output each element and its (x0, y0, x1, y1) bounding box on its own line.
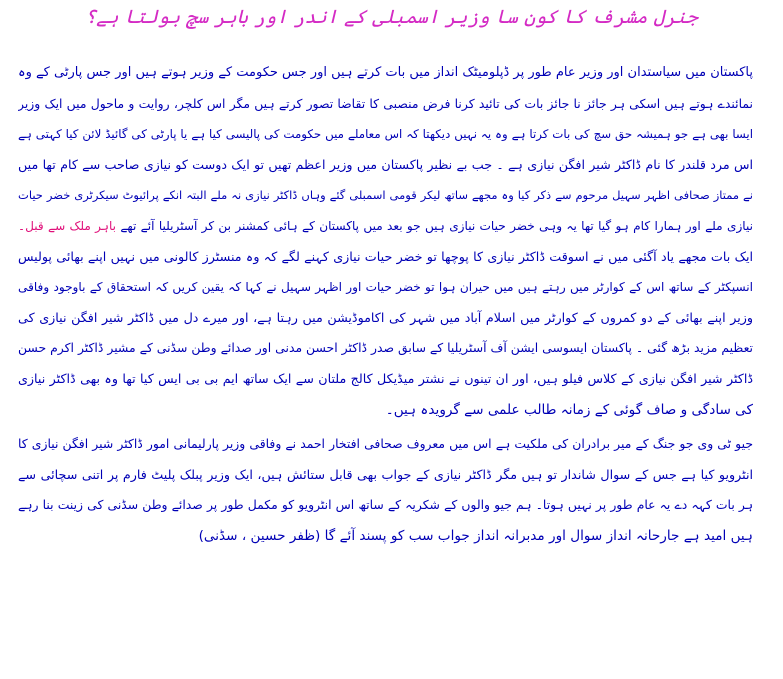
body-line: وزیر اپنے بھائی کے دو کمروں کے کوارٹر میں اسلام آباد میں شہر کی اکاموڈیشن میں رہتا ہے، اور میرے دل میں ڈاکٹر شیر افگن نیازی کی (18, 309, 753, 325)
highlight-text: باہر ملک سے قبل۔ (18, 218, 116, 233)
body-line: اس مرد قلندر کا نام ڈاکٹر شیر افگن نیازی ہے ۔ جب بے نظیر پاکستان میں وزیر اعظم تھیں تو ایک دوست کو نیازی صاحب سے کام تھا میں (18, 156, 753, 172)
body-line: انسپکٹر کے ساتھ اس کے کوارٹر میں رہتے ہیں میں حیران ہوا تو خضر حیات اور اظہر سہیل نے کہا کہ یقین کریں کہ استحقاق کے باوجود وفاقی (18, 280, 753, 295)
paragraph-1 (18, 58, 753, 425)
body-line: ایسا بھی ہے جو ہمیشہ حق سچ کی بات کرتا ہے وہ یہ نہیں دیکھتا کہ اس معاملے میں حکومت کی پالیسی کیا ہے یا پارٹی کی گائیڈ لائن کیا کہتی ہے (18, 127, 753, 142)
paragraph-2 (18, 429, 753, 551)
body-line: نے ممتاز صحافی اظہر سہیل مرحوم سے ذکر کیا وہ مجھے ساتھ لیکر قومی اسمبلی گئے وہاں ڈاکٹر نیازی نہ ملے البتہ انکے پرائیوٹ سیکرٹری خضر حیات (18, 188, 753, 203)
body-text: نیازی ملے اور ہمارا کام ہو گیا تھا یہ وہی خضر حیات نیازی ہیں جو بعد میں پاکستان کے ہائی کمشنر بن کر آسٹریلیا آئے تھے (116, 218, 753, 233)
body-line: ایک بات مجھے یاد آگئی میں نے اسوقت ڈاکٹر نیازی کا پوچھا تو خضر حیات نیازی کہنے لگے کہ وہ منسٹرز کالونی میں نہیں اپنے بھائی پولیس (18, 248, 753, 264)
body-line: ہیں امید ہے جارحانہ انداز سوال اور مدبرانہ انداز جواب سب کو پسند آئے گا (ظفر حسین ، سڈنی) (198, 527, 753, 544)
article-title: جنرل مشرف کا کون سا وزیر اسمبلی کے اندر اور باہر سچ بولتا ہے؟ (85, 6, 698, 28)
body-line: ڈاکٹر شیر افگن نیازی کے کلاس فیلو ہیں، اور ان تینوں نے نشتر میڈیکل کالج ملتان سے ایک ساتھ ایم بی بی ایس کیا تھا وہ بھی ڈاکٹر نیازی (18, 370, 753, 386)
body-line: ہر بات کہہ دے یہ عام طور پر نہیں ہوتا۔ ہم جیو والوں کے شکریہ کے ساتھ اس انٹرویو کو مکمل طور پر صدائے وطن سڈنی کی زینت بنا رہے (18, 497, 753, 513)
body-line: کی سادگی و صاف گوئی کے زمانہ طالب علمی سے گرویدہ ہیں۔ (385, 401, 753, 418)
body-line: تعظیم مزید بڑھ گئی ۔ پاکستان ایسوسی ایشن آف آسٹریلیا کے سابق صدر ڈاکٹر احسن مدنی اور صدائے وطن سڈنی کے مشیر ڈاکٹر اکرم حسن (18, 340, 753, 356)
body-line-with-highlight (18, 211, 753, 242)
article-body (18, 58, 753, 552)
body-line: جیو ٹی وی جو جنگ کے میر برادران کی ملکیت ہے اس میں معروف صحافی افتخار احمد نے وفاقی وزیر پارلیمانی امور ڈاکٹر شیر افگن نیازی کا (18, 436, 753, 452)
body-line: پاکستان میں سیاستدان اور وزیر عام طور پر ڈپلومیٹک انداز میں بات کرتے ہیں اور جس حکومت کے وزیر ہوتے ہیں اور جس پارٹی کے وہ (18, 65, 753, 80)
body-line: انٹرویو کیا ہے جس کے سوال شاندار تو ہیں مگر ڈاکٹر نیازی کے جواب بھی قابل ستائش ہیں، ایک وزیر پبلک پلیٹ فارم پر اتنی سچائی سے (18, 466, 753, 482)
body-line: نمائندے ہوتے ہیں اسکی ہر جائز نا جائز بات کی تائید کرنا فرض منصبی کا تقاضا تصور کرتے ہیں مگر اس کلچر، روایت و ماحول میں ایک وزیر (18, 95, 753, 111)
